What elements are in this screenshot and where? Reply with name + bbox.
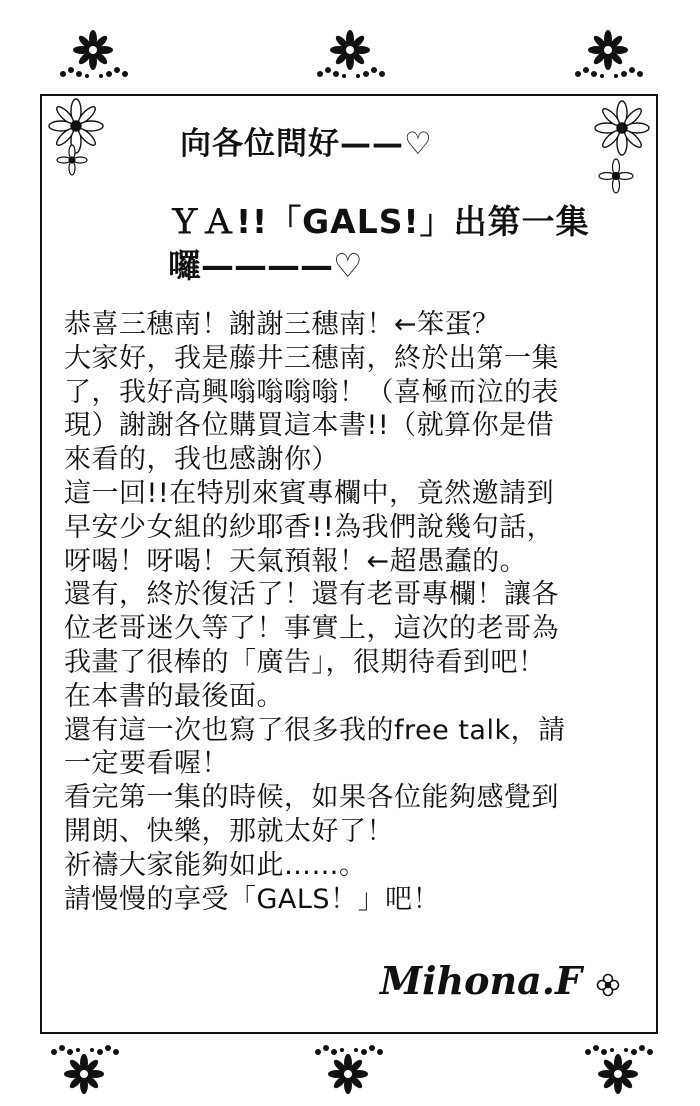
body-line: 祈禱大家能夠如此……。 — [64, 849, 367, 881]
body-line: 現）謝謝各位購買這本書!!（就算你是借 — [64, 410, 555, 442]
body-line: 還有這一次也寫了很多我的free talk，請 — [64, 714, 566, 746]
body-line: 大家好，我是藤井三穗南，終於出第一集 — [64, 342, 559, 374]
body-line: 來看的，我也感謝你） — [64, 444, 339, 476]
signature-flower-icon — [595, 962, 621, 1007]
flower-cluster-top-center-icon — [312, 30, 390, 84]
signature-text: Mihona.F — [380, 958, 582, 1003]
body-line: 還有，終於復活了！還有老哥專欄！讓各 — [64, 579, 559, 611]
body-line: 我畫了很棒的「廣告」，很期待看到吧！ — [64, 646, 546, 678]
title-line-2: 囉————♡ — [168, 246, 363, 285]
flower-cluster-bottom-left-icon — [46, 1042, 124, 1098]
body-line: 呀喝！呀喝！天氣預報！←超愚蠢的。 — [64, 545, 528, 577]
body-line: 位老哥迷久等了！事實上，這次的老哥為 — [64, 613, 559, 645]
flower-cluster-bottom-right-icon — [580, 1042, 658, 1098]
flower-cluster-bottom-center-icon — [310, 1042, 388, 1098]
body-line: 一定要看喔！ — [64, 748, 229, 780]
flower-corner-right-icon — [586, 98, 656, 198]
body-line: 請慢慢的享受「GALS！」吧！ — [64, 883, 441, 915]
body-line: 看完第一集的時候，如果各位能夠感覺到 — [64, 782, 559, 814]
body-line: 在本書的最後面。 — [64, 680, 284, 712]
greeting-heading: 向各位問好——♡ — [180, 126, 433, 162]
body-line: 這一回!!在特別來賓專欄中，竟然邀請到 — [64, 477, 555, 509]
body-line: 了，我好高興嗡嗡嗡嗡！（喜極而泣的表 — [64, 376, 559, 408]
body-line: 早安少女組的紗耶香!!為我們說幾句話， — [64, 511, 555, 543]
flower-cluster-top-right-icon — [570, 30, 648, 84]
letter-body — [64, 308, 644, 916]
flower-corner-left-icon — [46, 98, 116, 178]
signature — [380, 958, 621, 1007]
title-line-1: ＹＡ!!「GALS!」出第一集 — [168, 202, 590, 241]
body-line: 開朗、快樂，那就太好了！ — [64, 815, 394, 847]
body-line: 恭喜三穗南！謝謝三穗南！←笨蛋？ — [64, 309, 500, 340]
flower-cluster-top-left-icon — [55, 30, 133, 84]
